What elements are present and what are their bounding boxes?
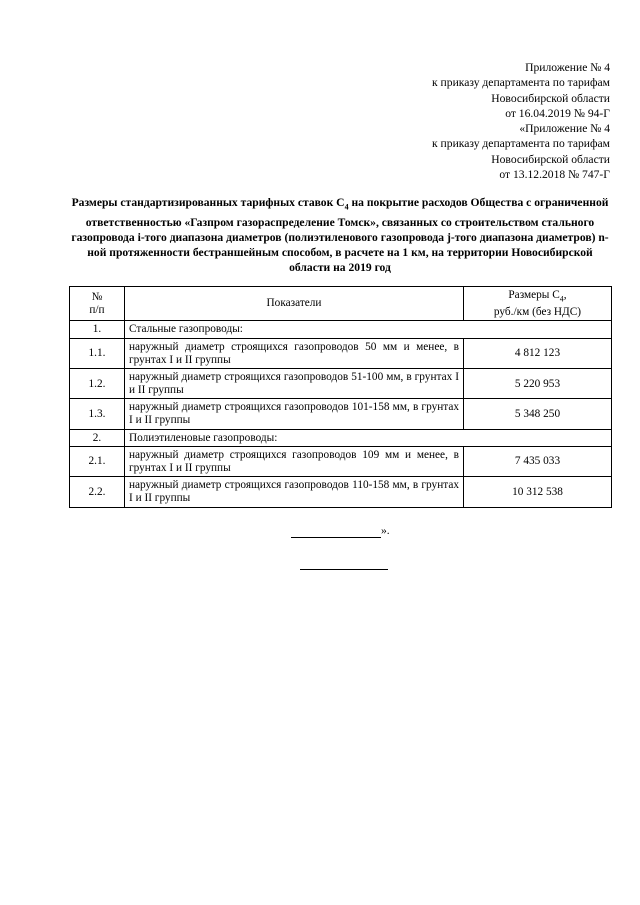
section-title: Полиэтиленовые газопроводы: xyxy=(125,429,612,447)
row-value: 5 220 953 xyxy=(464,369,612,399)
header-num-line2: п/п xyxy=(89,303,105,316)
row-value: 7 435 033 xyxy=(464,447,612,477)
row-num: 2.1. xyxy=(70,447,125,477)
row-desc: наружный диаметр строящихся газопроводов 109 мм и менее, в грунтах I и II группы xyxy=(125,447,464,477)
header-indicator: Показатели xyxy=(125,287,464,321)
header-size xyxy=(464,287,612,321)
closing-mark xyxy=(291,524,390,538)
header-line: Новосибирской области xyxy=(491,91,610,105)
separator-line xyxy=(300,569,388,570)
header-line: «Приложение № 4 xyxy=(519,122,610,136)
tariff-table xyxy=(69,286,612,508)
table-header-row xyxy=(70,287,612,321)
title-subscript: 4 xyxy=(344,202,349,212)
row-num: 1.3. xyxy=(70,399,125,429)
header-line: от 13.12.2018 № 747-Г xyxy=(499,168,610,182)
row-desc: наружный диаметр строящихся газопроводов 110-158 мм, в грунтах I и II группы xyxy=(125,477,464,507)
row-value: 10 312 538 xyxy=(464,477,612,507)
header-size-subscript: 4 xyxy=(559,294,564,304)
header-size-tail: , xyxy=(563,289,567,301)
row-desc: наружный диаметр строящихся газопроводов 51-100 мм, в грунтах I и II группы xyxy=(125,369,464,399)
header-num xyxy=(70,287,125,321)
section-row xyxy=(70,321,612,339)
section-num: 2. xyxy=(70,429,125,447)
header-line: Новосибирской области xyxy=(491,152,610,166)
section-num: 1. xyxy=(70,321,125,339)
appendix-header xyxy=(250,60,610,182)
table-row xyxy=(70,447,612,477)
row-num: 2.2. xyxy=(70,477,125,507)
closing-quote: ». xyxy=(381,524,390,537)
row-value: 5 348 250 xyxy=(464,399,612,429)
header-size-text: Размеры С xyxy=(508,289,560,301)
title-part2: на покрытие расходов Общества с ограниченной ответственностью «Газпром газораспределение Томск», связанных со строительством стального газопровода i-того диапазона диаметров (полиэтиленового газопровода j-того диапазона диаметров) n-ной протяженности бестраншейным способом, в расчете на 1 км, на территории Новосибирской области на 2019 год xyxy=(71,196,609,275)
closing-underline xyxy=(291,526,381,538)
header-line: к приказу департамента по тарифам xyxy=(432,137,610,151)
table-row xyxy=(70,399,612,429)
document-title xyxy=(68,195,612,275)
header-num-line1: № xyxy=(91,291,103,304)
header-line: к приказу департамента по тарифам xyxy=(432,76,610,90)
row-num: 1.1. xyxy=(70,339,125,369)
row-desc: наружный диаметр строящихся газопроводов 50 мм и менее, в грунтах I и II группы xyxy=(125,339,464,369)
table-row xyxy=(70,369,612,399)
table-row xyxy=(70,477,612,507)
row-value: 4 812 123 xyxy=(464,339,612,369)
title-part1: Размеры стандартизированных тарифных ставок С xyxy=(71,196,345,209)
header-size-line2: руб./км (без НДС) xyxy=(493,305,582,318)
header-line: Приложение № 4 xyxy=(525,61,610,74)
header-size-line1 xyxy=(468,289,607,306)
header-line: от 16.04.2019 № 94-Г xyxy=(505,106,610,120)
table-row xyxy=(70,339,612,369)
section-row xyxy=(70,429,612,447)
row-num: 1.2. xyxy=(70,369,125,399)
row-desc: наружный диаметр строящихся газопроводов 101-158 мм, в грунтах I и II группы xyxy=(125,399,464,429)
section-title: Стальные газопроводы: xyxy=(125,321,612,339)
